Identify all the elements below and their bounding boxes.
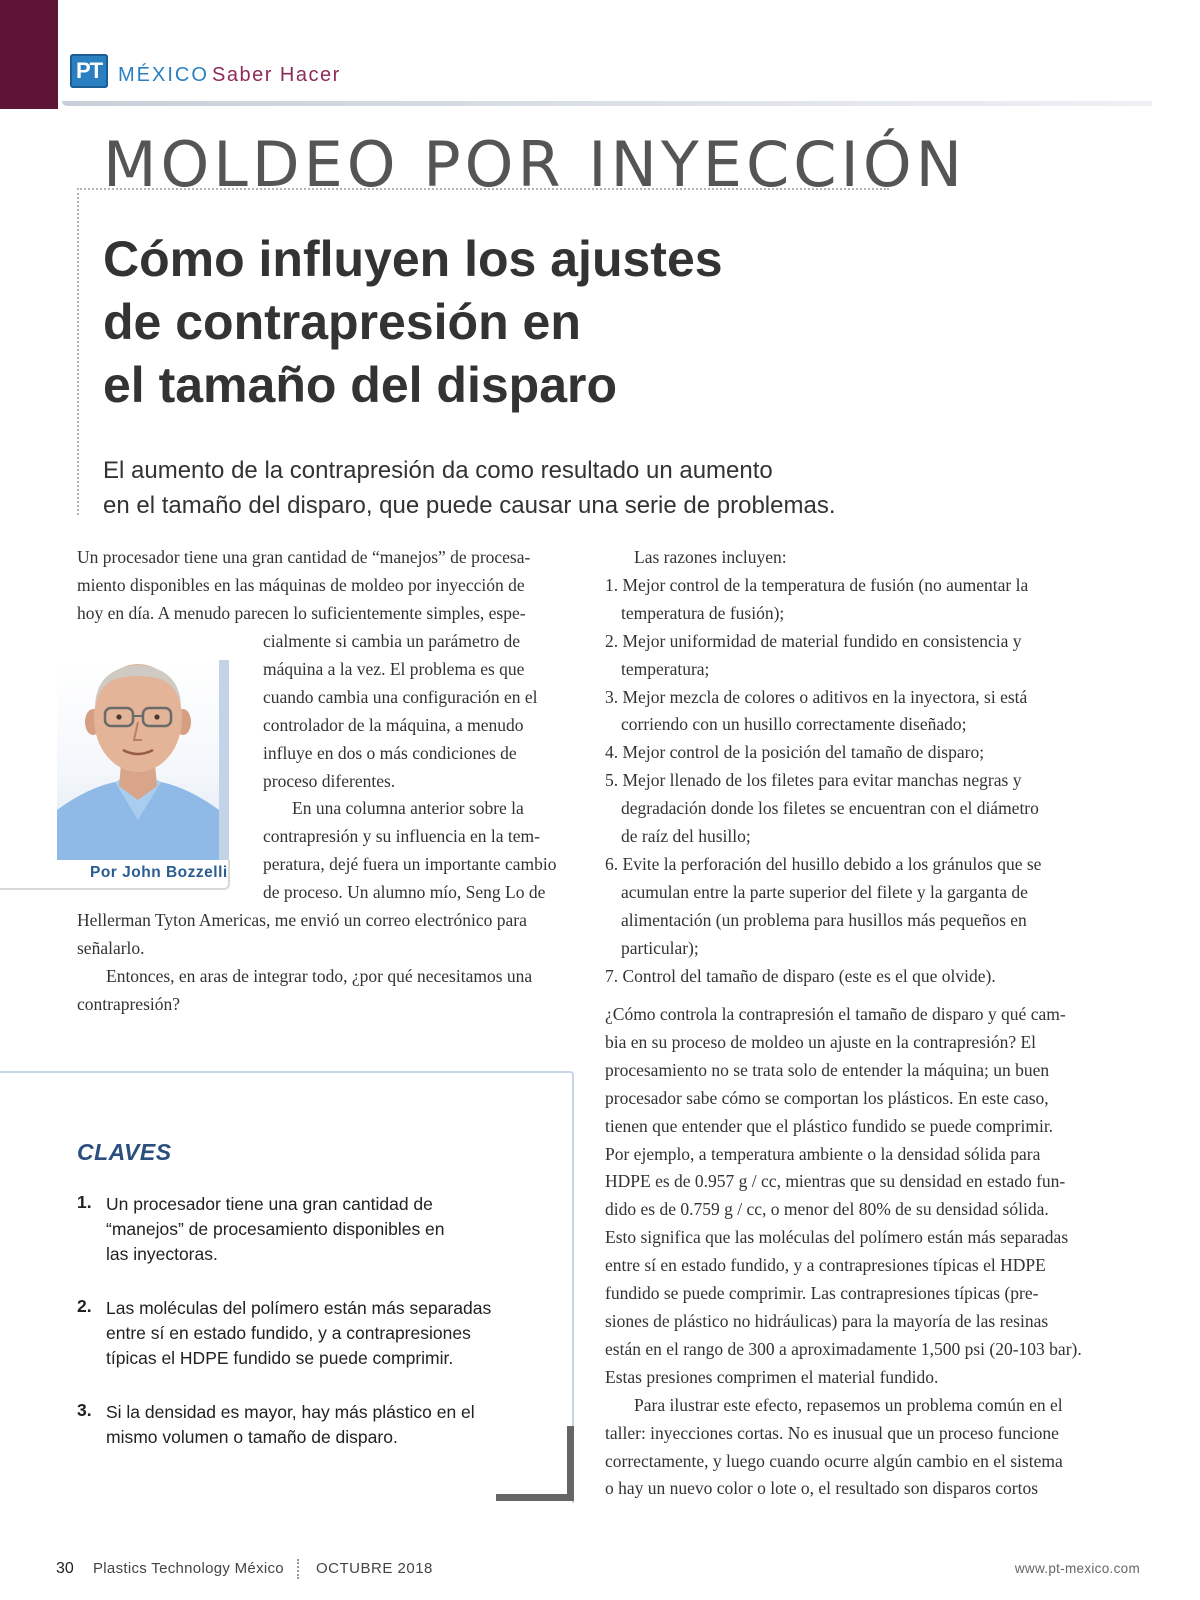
text-line: proceso diferentes. [263,770,396,791]
clave-line: las inyectoras. [106,1244,218,1264]
text-line: ¿Cómo controla la contrapresión el tamaño de disparo y qué cam- [605,1004,1066,1024]
list-item [605,851,1165,963]
text-line: están en el rango de 300 a aproximadamente 1,500 psi (20-103 bar). [605,1338,1082,1359]
body-paragraph-intro [77,544,587,628]
text-line: dido es de 0.759 g / cc, o menor del 80% de su densidad sólida. [605,1199,1049,1220]
section-label-mexico: MÉXICO [118,64,209,86]
headline-line: Cómo influyen los ajustes [103,231,723,287]
body-paragraph-right [605,1001,1170,1503]
list-item [605,767,1165,851]
list-item-line: 4. Mejor control de la posición del tamaño de disparo; [605,742,985,763]
pt-logo: PT [70,54,108,88]
text-line: controlador de la máquina, a menudo [263,714,524,735]
claves-corner-accent [496,1494,574,1501]
text-line: tienen que entender que el plástico fundido se puede comprimir. [605,1115,1054,1136]
list-item [605,572,1165,628]
list-item-line: acumulan entre la parte superior del filete y la garganta de [621,881,1028,902]
body-paragraph-wrap [263,628,593,907]
subhead-line: El aumento de la contrapresión da como resultado un aumento [103,457,773,484]
clave-line: mismo volumen o tamaño de disparo. [106,1427,398,1447]
clave-line: Las moléculas del polímero están más separadas [106,1298,492,1318]
text-line: procesador sabe cómo se comportan los plásticos. En este caso, [605,1087,1049,1108]
text-line: señalarlo. [77,937,145,958]
clave-text [106,1192,536,1267]
list-item-line: 2. Mejor uniformidad de material fundido en consistencia y [605,630,1022,651]
text-line: influye en dos o más condiciones de [263,742,517,763]
clave-number: 3. [77,1400,92,1420]
issue-date: OCTUBRE 2018 [316,1560,433,1577]
list-item-line: temperatura de fusión); [621,602,785,623]
clave-number: 2. [77,1296,92,1316]
text-line: Por ejemplo, a temperatura ambiente o la densidad sólida para [605,1143,1041,1164]
text-line: HDPE es de 0.957 g / cc, mientras que su densidad en estado fun- [605,1171,1066,1192]
text-line: Entonces, en aras de integrar todo, ¿por qué necesitamos una [106,965,533,986]
clave-line: Un procesador tiene una gran cantidad de [106,1194,433,1214]
text-line: Un procesador tiene una gran cantidad de “manejos” de procesa- [77,547,531,567]
text-line: Para ilustrar este efecto, repasemos un problema común en el [634,1394,1063,1415]
list-item-line: 1. Mejor control de la temperatura de fusión (no aumentar la [605,574,1029,595]
text-line: taller: inyecciones cortas. No es inusual que un proceso funcione [605,1422,1059,1443]
text-line: procesamiento no se trata solo de entender la máquina; un buen [605,1059,1050,1080]
text-line: Hellerman Tyton Americas, me envió un correo electrónico para [77,910,527,930]
footer-divider [297,1559,299,1579]
text-line: Esto significa que las moléculas del polímero están más separadas [605,1227,1069,1248]
clave-line: Si la densidad es mayor, hay más plástico en el [106,1402,475,1422]
list-item-line: de raíz del husillo; [621,826,751,847]
author-portrait-illustration [57,660,219,860]
clave-text [106,1400,536,1450]
list-item [605,739,1165,767]
text-line: miento disponibles en las máquinas de moldeo por inyección de [77,574,525,595]
article-subhead [103,453,1003,523]
text-line: En una columna anterior sobre la [292,798,524,819]
header-divider [62,101,1152,106]
article-headline [103,228,863,417]
list-item [605,963,1165,991]
list-item [605,684,1165,740]
text-line: bia en su proceso de moldeo un ajuste en la contrapresión? El [605,1031,1037,1052]
list-item-line: alimentación (un problema para husillos más pequeños en [621,909,1027,930]
list-item [605,628,1165,684]
body-paragraph-closing [77,907,587,1019]
article-kicker: MOLDEO POR INYECCIÓN [103,128,966,201]
clave-number: 1. [77,1192,92,1212]
text-line: contrapresión y su influencia en la tem- [263,826,540,847]
headline-line: el tamaño del disparo [103,357,618,413]
list-item-line: 5. Mejor llenado de los filetes para evitar manchas negras y [605,770,1022,791]
text-line: contrapresión? [77,993,181,1014]
website-link[interactable]: www.pt-mexico.com [1014,1561,1140,1576]
text-line: de proceso. Un alumno mío, Seng Lo de [263,882,546,903]
clave-line: “manejos” de procesamiento disponibles en [106,1219,445,1239]
text-line: entre sí en estado fundido, y a contrapresiones típicas el HDPE [605,1255,1046,1276]
list-item-line: corriendo con un husillo correctamente diseñado; [621,714,967,735]
text-line: máquina a la vez. El problema es que [263,658,525,679]
list-item-line: 6. Evite la perforación del husillo debido a los gránulos que se [605,853,1042,874]
list-item-line: 7. Control del tamaño de disparo (este es el que olvide). [605,965,996,986]
list-item-line: particular); [621,937,699,958]
text-line: Estas presiones comprimen el material fundido. [605,1366,939,1387]
text-line: correctamente, y luego cuando ocurre algún cambio en el sistema [605,1450,1063,1471]
text-line: siones de plástico no hidráulicas) para la mayoría de las resinas [605,1310,1049,1331]
list-item-line: temperatura; [621,658,710,679]
header-tab [58,0,1148,105]
author-byline: Por John Bozzelli [90,864,228,881]
text-line: peratura, dejé fuera un importante cambio [263,854,557,875]
list-intro: Las razones incluyen: [634,547,787,567]
text-line: o hay un nuevo color o lote o, el resultado son disparos cortos [605,1478,1039,1499]
header-accent-bar [0,0,58,109]
magazine-name: Plastics Technology México [93,1560,284,1577]
section-label-saber-hacer: Saber Hacer [212,64,341,86]
claves-corner-accent [567,1426,574,1500]
clave-text [106,1296,551,1371]
text-line: cuando cambia una configuración en el [263,686,538,707]
subhead-line: en el tamaño del disparo, que puede causar una serie de problemas. [103,492,836,519]
list-item-line: 3. Mejor mezcla de colores o aditivos en la inyectora, si está [605,686,1028,707]
clave-line: entre sí en estado fundido, y a contrapresiones [106,1323,471,1343]
text-line: cialmente si cambia un parámetro de [263,631,521,651]
page-number: 30 [56,1560,74,1577]
text-line: fundido se puede comprimir. Las contrapresiones típicas (pre- [605,1283,1039,1304]
text-line: hoy en día. A menudo parecen lo suficientemente simples, espe- [77,602,526,623]
claves-title: CLAVES [77,1139,172,1165]
list-item-line: degradación donde los filetes se encuentran con el diámetro [621,798,1039,819]
author-photo [57,660,219,860]
reasons-list [605,544,1165,991]
clave-line: típicas el HDPE fundido se puede comprimir. [106,1348,454,1368]
headline-line: de contrapresión en [103,294,581,350]
